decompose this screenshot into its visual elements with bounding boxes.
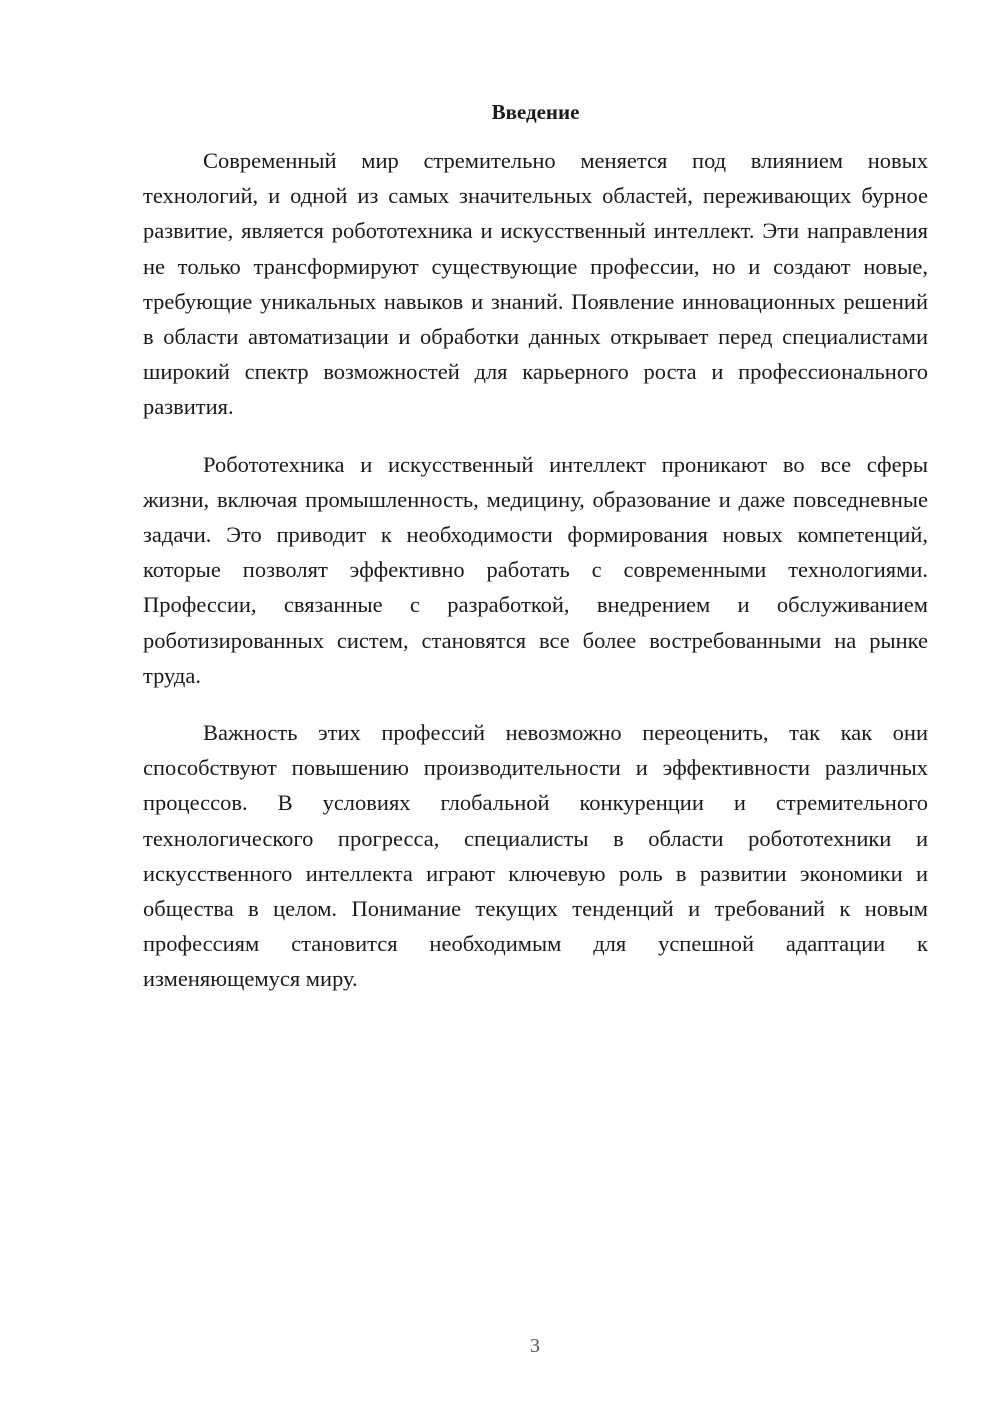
paragraph-1: Современный мир стремительно меняется под влиянием новых технологий, и одной из самых значительных областей, переживающих бурное развитие, является робототехника и искусственный интеллект. Эти направления не только трансформируют существующие профессии, но и создают новые, требующие уникальных навыков и знаний. Появление инновационных решений в области автоматизации и обработки данных открывает перед специалистами широкий спектр возможностей для карьерного роста и профессионального развития. — [143, 148, 928, 420]
paragraph-3: Важность этих профессий невозможно переоценить, так как они способствуют повышению производительности и эффективности различных процессов. В условиях глобальной конкуренции и стремительного технологического прогресса, специалисты в области робототехники и искусственного интеллекта играют ключевую роль в развитии экономики и общества в целом. Понимание текущих тенденций и требований к новым профессиям становится необходимым для успешной адаптации к изменяющемуся миру. — [143, 720, 928, 992]
section-heading: Введение — [491, 100, 580, 124]
paragraph-2: Робототехника и искусственный интеллект проникают во все сферы жизни, включая промышленность, медицину, образование и даже повседневные задачи. Это приводит к необходимости формирования новых компетенций, которые позволят эффективно работать с современными технологиями. Профессии, связанные с разработкой, внедрением и обслуживанием роботизированных систем, становятся все более востребованными на рынке труда. — [143, 451, 928, 688]
body-text — [143, 143, 928, 997]
page-number: 3 — [530, 1335, 540, 1357]
